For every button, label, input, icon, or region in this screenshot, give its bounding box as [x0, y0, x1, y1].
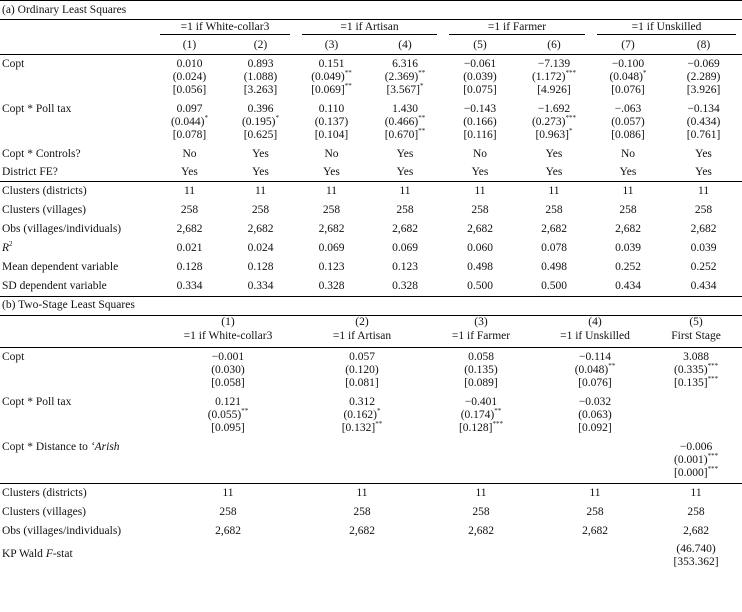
group-header-farmer: =1 if Farmer: [449, 21, 585, 35]
coef-estimate: −0.032: [578, 395, 612, 408]
cell-value: 0.434: [690, 279, 717, 292]
coef-se: (0.048)**: [574, 361, 616, 376]
coef-cell: [296, 100, 367, 145]
coef-cell: [154, 54, 225, 100]
coef-estimate: 0.057: [349, 350, 375, 363]
cell-value: Yes: [695, 165, 712, 178]
row-label: District FE?: [2, 165, 58, 178]
cell-value: 2,682: [468, 524, 494, 537]
cell-value: 0.252: [690, 260, 717, 273]
coef-se: (1.172)***: [531, 68, 577, 83]
cell-value: 0.334: [176, 279, 203, 292]
coef-se: (0.162)*: [343, 406, 381, 421]
coef-cell: [225, 100, 296, 145]
table-row: [0, 239, 742, 258]
coef-estimate: 1.430: [392, 102, 418, 115]
row-label: Clusters (districts): [0, 181, 154, 201]
coef-cell: [302, 347, 422, 393]
cell-value: 258: [219, 505, 237, 518]
cell-value: 0.252: [615, 260, 641, 273]
significance-stars: **: [418, 68, 426, 77]
cell-value: 2,682: [215, 524, 241, 537]
table-row: [0, 393, 742, 438]
cell-value: No: [620, 147, 636, 160]
coef-se-bracket: [0.761]: [686, 128, 721, 141]
coef-se-bracket: [0.092]: [578, 421, 612, 434]
coef-cell: [422, 438, 540, 484]
table-row: [0, 164, 742, 182]
coef-cell: [650, 393, 742, 438]
coef-se: (2.289): [686, 70, 721, 83]
cell-value: 11: [154, 181, 225, 201]
cell-value: 11: [591, 181, 665, 201]
col-num: (8): [696, 38, 711, 51]
table-row: [0, 220, 742, 239]
coef-estimate: 3.088: [683, 350, 709, 363]
coef-se: (0.174)**: [460, 406, 502, 421]
row-label: Mean dependent variable: [2, 260, 119, 273]
significance-stars: *: [275, 113, 280, 122]
cell-value: 11: [443, 181, 517, 201]
cell-value: 258: [694, 203, 713, 216]
coef-se: (0.049)**: [311, 68, 352, 83]
coef-se-bracket: [0.078]: [172, 128, 207, 141]
cell-value: 258: [545, 203, 563, 216]
cell-value: 11: [225, 181, 296, 201]
coef-estimate: 0.312: [349, 395, 375, 408]
coef-estimate: −0.061: [463, 57, 497, 70]
coef-cell: [367, 54, 443, 100]
significance-stars: ***: [565, 68, 577, 77]
table-row: [0, 258, 742, 277]
coef-se: [422, 454, 540, 467]
cell-value: 258: [687, 505, 705, 518]
cell-value: Yes: [181, 165, 198, 178]
coef-se-bracket: [0.963]*: [535, 126, 573, 141]
coef-estimate: −0.006: [679, 440, 713, 453]
cell-value: Yes: [695, 147, 712, 160]
cell-value: 2,682: [349, 524, 375, 537]
coef-se-bracket: [540, 467, 650, 480]
coef-cell: [302, 393, 422, 438]
coef-cell: [517, 100, 591, 145]
coef-cell: [650, 438, 742, 484]
significance-stars: *: [420, 81, 424, 90]
col-num: (3): [324, 38, 339, 51]
row-label-text: R: [2, 241, 10, 254]
cell-value: 2,682: [615, 222, 641, 235]
coef-se-bracket: [0.135]***: [674, 374, 719, 389]
col-head: First Stage: [650, 330, 742, 347]
row-label: Clusters (districts): [0, 483, 154, 503]
cell-value: 2,682: [690, 222, 717, 235]
significance-stars: **: [418, 126, 426, 135]
coef-se-bracket: [0.069]**: [311, 81, 352, 96]
panel-b-title: (b) Two-Stage Least Squares: [0, 296, 742, 315]
significance-stars: **: [418, 113, 426, 122]
coef-se-bracket: [0.625]: [243, 128, 278, 141]
cell-value: Yes: [396, 165, 414, 178]
coef-se: (0.195)*: [241, 113, 280, 128]
cell-value: 2,682: [318, 222, 345, 235]
coef-estimate: −.063: [614, 102, 642, 115]
row-label: [0, 239, 154, 258]
col-head: =1 if Artisan: [302, 330, 422, 347]
significance-stars: **: [241, 406, 249, 415]
coef-se: (0.063): [578, 408, 612, 421]
cell-value: No: [472, 147, 488, 160]
col-num: (5): [689, 315, 703, 328]
coef-estimate: 0.893: [247, 57, 274, 70]
coef-se: (0.335)***: [674, 361, 719, 376]
col-head: =1 if Farmer: [422, 330, 540, 347]
cell-value: 258: [180, 203, 199, 216]
cell-value: 0.500: [467, 279, 493, 292]
coef-estimate: −0.100: [611, 57, 645, 70]
significance-stars: **: [375, 419, 383, 428]
coef-se: (0.434): [686, 115, 721, 128]
coef-estimate: [540, 441, 650, 454]
coef-se-bracket: [422, 467, 540, 480]
significance-stars: **: [344, 81, 352, 90]
table-row: [0, 145, 742, 164]
row-label-italic: ‘Arish: [90, 440, 120, 453]
coef-se-bracket: [0.075]: [463, 83, 497, 96]
coef-estimate: 0.010: [176, 57, 203, 70]
coef-cell: [154, 100, 225, 145]
col-num: (1): [221, 315, 235, 328]
cell-value: 0.498: [541, 260, 567, 273]
row-label: Copt * Controls?: [2, 147, 81, 160]
cell-value: Yes: [396, 147, 414, 160]
cell-value: 0.039: [615, 241, 641, 254]
coef-cell: [665, 100, 742, 145]
coef-cell: [443, 54, 517, 100]
significance-stars: **: [494, 406, 502, 415]
coef-se-bracket: [0.104]: [314, 128, 349, 141]
row-label: SD dependent variable: [2, 279, 107, 292]
cell-value: 0.328: [318, 279, 345, 292]
cell-value: 0.334: [247, 279, 274, 292]
coef-cell: [302, 438, 422, 484]
coef-se-bracket: [650, 422, 742, 435]
row-label: Obs (villages/individuals): [2, 222, 122, 235]
cell-value: Yes: [545, 165, 563, 178]
table-row: [0, 483, 742, 503]
coef-cell: [422, 347, 540, 393]
coef-se: (0.055)**: [207, 406, 249, 421]
coef-cell: [591, 54, 665, 100]
coef-cell: [154, 347, 302, 393]
col-num: (4): [398, 38, 412, 51]
cell-value: 0.024: [247, 241, 274, 254]
coef-se: (2.369)**: [384, 68, 426, 83]
cell-value: 11: [665, 181, 742, 201]
coef-cell: [154, 438, 302, 484]
cell-value: 11: [650, 483, 742, 503]
coef-se: (0.044)*: [170, 113, 209, 128]
coef-cell: [591, 100, 665, 145]
coef-se-bracket: [3.263]: [243, 83, 278, 96]
coef-estimate: −0.143: [463, 102, 497, 115]
coef-cell: [443, 100, 517, 145]
coef-estimate: −0.069: [687, 57, 720, 70]
significance-stars: ***: [707, 361, 719, 370]
group-header-white-collar: =1 if White-collar3: [160, 21, 290, 35]
cell-value: 11: [296, 181, 367, 201]
kp-label-post: -stat: [52, 548, 73, 560]
significance-stars: ***: [707, 374, 719, 383]
coef-estimate: −0.114: [579, 350, 611, 363]
coef-cell: [517, 54, 591, 100]
coef-se: (0.048)*: [609, 68, 647, 83]
cell-value: 0.069: [392, 241, 418, 254]
kp-label-pre: KP Wald: [2, 548, 46, 560]
coef-estimate: −0.401: [464, 395, 498, 408]
coef-cell: [540, 438, 650, 484]
panel-a-table: [0, 0, 742, 296]
coef-se-bracket: [4.926]: [537, 83, 571, 96]
coef-estimate: 0.058: [468, 350, 494, 363]
coef-se-bracket: [0.116]: [463, 128, 497, 141]
coef-cell: [296, 54, 367, 100]
panel-a-title: (a) Ordinary Least Squares: [0, 1, 742, 20]
cell-value: Yes: [471, 165, 489, 178]
cell-value: 258: [471, 203, 489, 216]
coef-cell: [154, 393, 302, 438]
coef-se: (0.120): [345, 363, 379, 376]
significance-stars: *: [204, 113, 209, 122]
cell-value: 0.128: [247, 260, 274, 273]
cell-value: 11: [422, 483, 540, 503]
coef-se-bracket: [0.000]***: [674, 464, 719, 479]
cell-value: 258: [586, 505, 604, 518]
coef-se-bracket: [3.567]*: [386, 81, 424, 96]
coef-estimate: 0.151: [318, 57, 345, 70]
cell-value: 0.060: [467, 241, 493, 254]
cell-value: 2,682: [392, 222, 418, 235]
coef-se-bracket: [0.056]: [172, 83, 207, 96]
col-num: (1): [182, 38, 197, 51]
coef-estimate: 0.097: [176, 102, 203, 115]
cell-value: Yes: [545, 147, 563, 160]
cell-value: 258: [251, 203, 270, 216]
cell-value: 11: [517, 181, 591, 201]
group-header-unskilled: =1 if Unskilled: [597, 21, 736, 35]
significance-stars: ***: [492, 419, 504, 428]
cell-value: 0.328: [392, 279, 418, 292]
coef-se-bracket: [0.058]: [211, 376, 245, 389]
col-num: (3): [474, 315, 488, 328]
kp-wald-value: (46.740): [676, 542, 716, 555]
cell-value: No: [324, 147, 339, 160]
group-header-artisan: =1 if Artisan: [302, 21, 437, 35]
table-row: [0, 201, 742, 220]
cell-value: Yes: [252, 165, 269, 178]
cell-value: No: [182, 147, 197, 160]
coef-cell: [422, 393, 540, 438]
coef-estimate: [302, 441, 422, 454]
table-row: [0, 54, 742, 100]
col-num: (5): [473, 38, 487, 51]
kp-wald-cell: [650, 541, 742, 569]
row-label: Obs (villages/individuals): [2, 524, 122, 537]
coef-estimate: 0.396: [247, 102, 274, 115]
coef-se: [302, 454, 422, 467]
significance-stars: ***: [565, 113, 577, 122]
cell-value: Yes: [252, 147, 269, 160]
row-label: Copt: [2, 350, 25, 363]
cell-value: 2,682: [247, 222, 274, 235]
significance-stars: *: [643, 68, 647, 77]
cell-value: 11: [302, 483, 422, 503]
coef-se-bracket: [0.076]: [611, 83, 645, 96]
col-num: (6): [547, 38, 561, 51]
cell-value: 2,682: [582, 524, 608, 537]
coef-se-bracket: [0.132]**: [341, 419, 383, 434]
coef-cell: [650, 347, 742, 393]
cell-value: 0.069: [318, 241, 345, 254]
row-label: Copt * Poll tax: [2, 395, 72, 408]
coef-estimate: [154, 441, 302, 454]
coef-se-bracket: [0.076]: [578, 376, 612, 389]
cell-value: 11: [367, 181, 443, 201]
coef-estimate: 6.316: [392, 57, 418, 70]
coef-se: (0.001)***: [674, 451, 719, 466]
row-label-kp-wald: [0, 541, 154, 569]
kp-label-f: F: [45, 548, 53, 560]
col-head: =1 if Unskilled: [540, 330, 650, 347]
significance-stars: **: [608, 361, 616, 370]
table-row: [0, 100, 742, 145]
coef-se-bracket: [3.926]: [686, 83, 721, 96]
col-num: (2): [253, 38, 268, 51]
table-row: [0, 522, 742, 541]
coef-se: [540, 454, 650, 467]
row-label: Copt * Distance to ‘Arish: [2, 440, 120, 453]
cell-value: 258: [396, 203, 414, 216]
cell-value: 11: [540, 483, 650, 503]
cell-value: 258: [619, 203, 637, 216]
significance-stars: *: [569, 126, 573, 135]
cell-value: 258: [322, 203, 341, 216]
coef-se: (0.024): [172, 70, 207, 83]
cell-value: 2,682: [467, 222, 493, 235]
coef-se: (0.030): [211, 363, 245, 376]
coef-se: (0.273)***: [531, 113, 577, 128]
cell-value: Yes: [619, 165, 637, 178]
significance-stars: **: [344, 68, 352, 77]
table-row: [0, 181, 742, 201]
coef-estimate: 0.110: [318, 102, 345, 115]
row-label: Clusters (villages): [2, 203, 86, 216]
significance-stars: *: [377, 406, 381, 415]
cell-value: 0.498: [467, 260, 493, 273]
cell-value: 2,682: [683, 524, 709, 537]
coef-se: (0.166): [463, 115, 497, 128]
significance-stars: ***: [707, 464, 719, 473]
coef-cell: [540, 393, 650, 438]
coef-cell: [540, 347, 650, 393]
cell-value: Yes: [323, 165, 340, 178]
cell-value: 2,682: [176, 222, 203, 235]
coef-se: (0.466)**: [384, 113, 426, 128]
col-num: (4): [588, 315, 602, 328]
cell-value: 0.128: [176, 260, 203, 273]
cell-value: 0.021: [176, 241, 203, 254]
table-row: [0, 438, 742, 484]
cell-value: 0.123: [392, 260, 418, 273]
cell-value: 0.123: [318, 260, 345, 273]
coef-se: [650, 409, 742, 422]
coef-se-bracket: [0.086]: [611, 128, 645, 141]
row-label-sup: 2: [9, 239, 13, 248]
table-row: [0, 277, 742, 296]
row-label: Copt: [0, 54, 154, 100]
coef-se-bracket: [154, 467, 302, 480]
coef-se-bracket: [0.081]: [345, 376, 379, 389]
coef-estimate: −1.692: [537, 102, 571, 115]
coef-se: (0.057): [611, 115, 645, 128]
cell-value: 0.078: [541, 241, 567, 254]
coef-cell: [367, 100, 443, 145]
col-head: =1 if White-collar3: [154, 330, 302, 347]
coef-se-bracket: [0.128]***: [458, 419, 504, 434]
cell-value: 0.500: [541, 279, 567, 292]
coef-estimate: −0.134: [687, 102, 720, 115]
col-num: (7): [621, 38, 635, 51]
panel-b-table: [0, 296, 742, 569]
coef-se-bracket: [0.095]: [211, 421, 245, 434]
row-label: Copt * Poll tax: [2, 102, 72, 115]
coef-cell: [225, 54, 296, 100]
cell-value: 0.434: [615, 279, 641, 292]
cell-value: 258: [353, 505, 371, 518]
row-label: Clusters (villages): [2, 505, 86, 518]
coef-estimate: −0.001: [211, 350, 245, 363]
coef-se-bracket: [0.670]**: [384, 126, 426, 141]
coef-estimate: [422, 441, 540, 454]
coef-cell: [665, 54, 742, 100]
kp-wald-value-bracket: [353.362]: [673, 555, 719, 568]
cell-value: 11: [154, 483, 302, 503]
coef-estimate: −7.139: [537, 57, 571, 70]
cell-value: 2,682: [541, 222, 567, 235]
coef-se: (0.137): [314, 115, 349, 128]
col-num: (2): [355, 315, 369, 328]
coef-se: (0.135): [464, 363, 498, 376]
coef-estimate: 0.121: [215, 395, 241, 408]
coef-se: (0.039): [463, 70, 497, 83]
coef-se-bracket: [302, 467, 422, 480]
table-row: [0, 503, 742, 522]
coef-se: [154, 454, 302, 467]
coef-se: (1.088): [243, 70, 278, 83]
coef-estimate: [650, 396, 742, 409]
coef-se-bracket: [0.089]: [464, 376, 498, 389]
cell-value: 0.039: [690, 241, 717, 254]
table-row: [0, 347, 742, 393]
significance-stars: ***: [707, 451, 719, 460]
cell-value: 258: [472, 505, 490, 518]
